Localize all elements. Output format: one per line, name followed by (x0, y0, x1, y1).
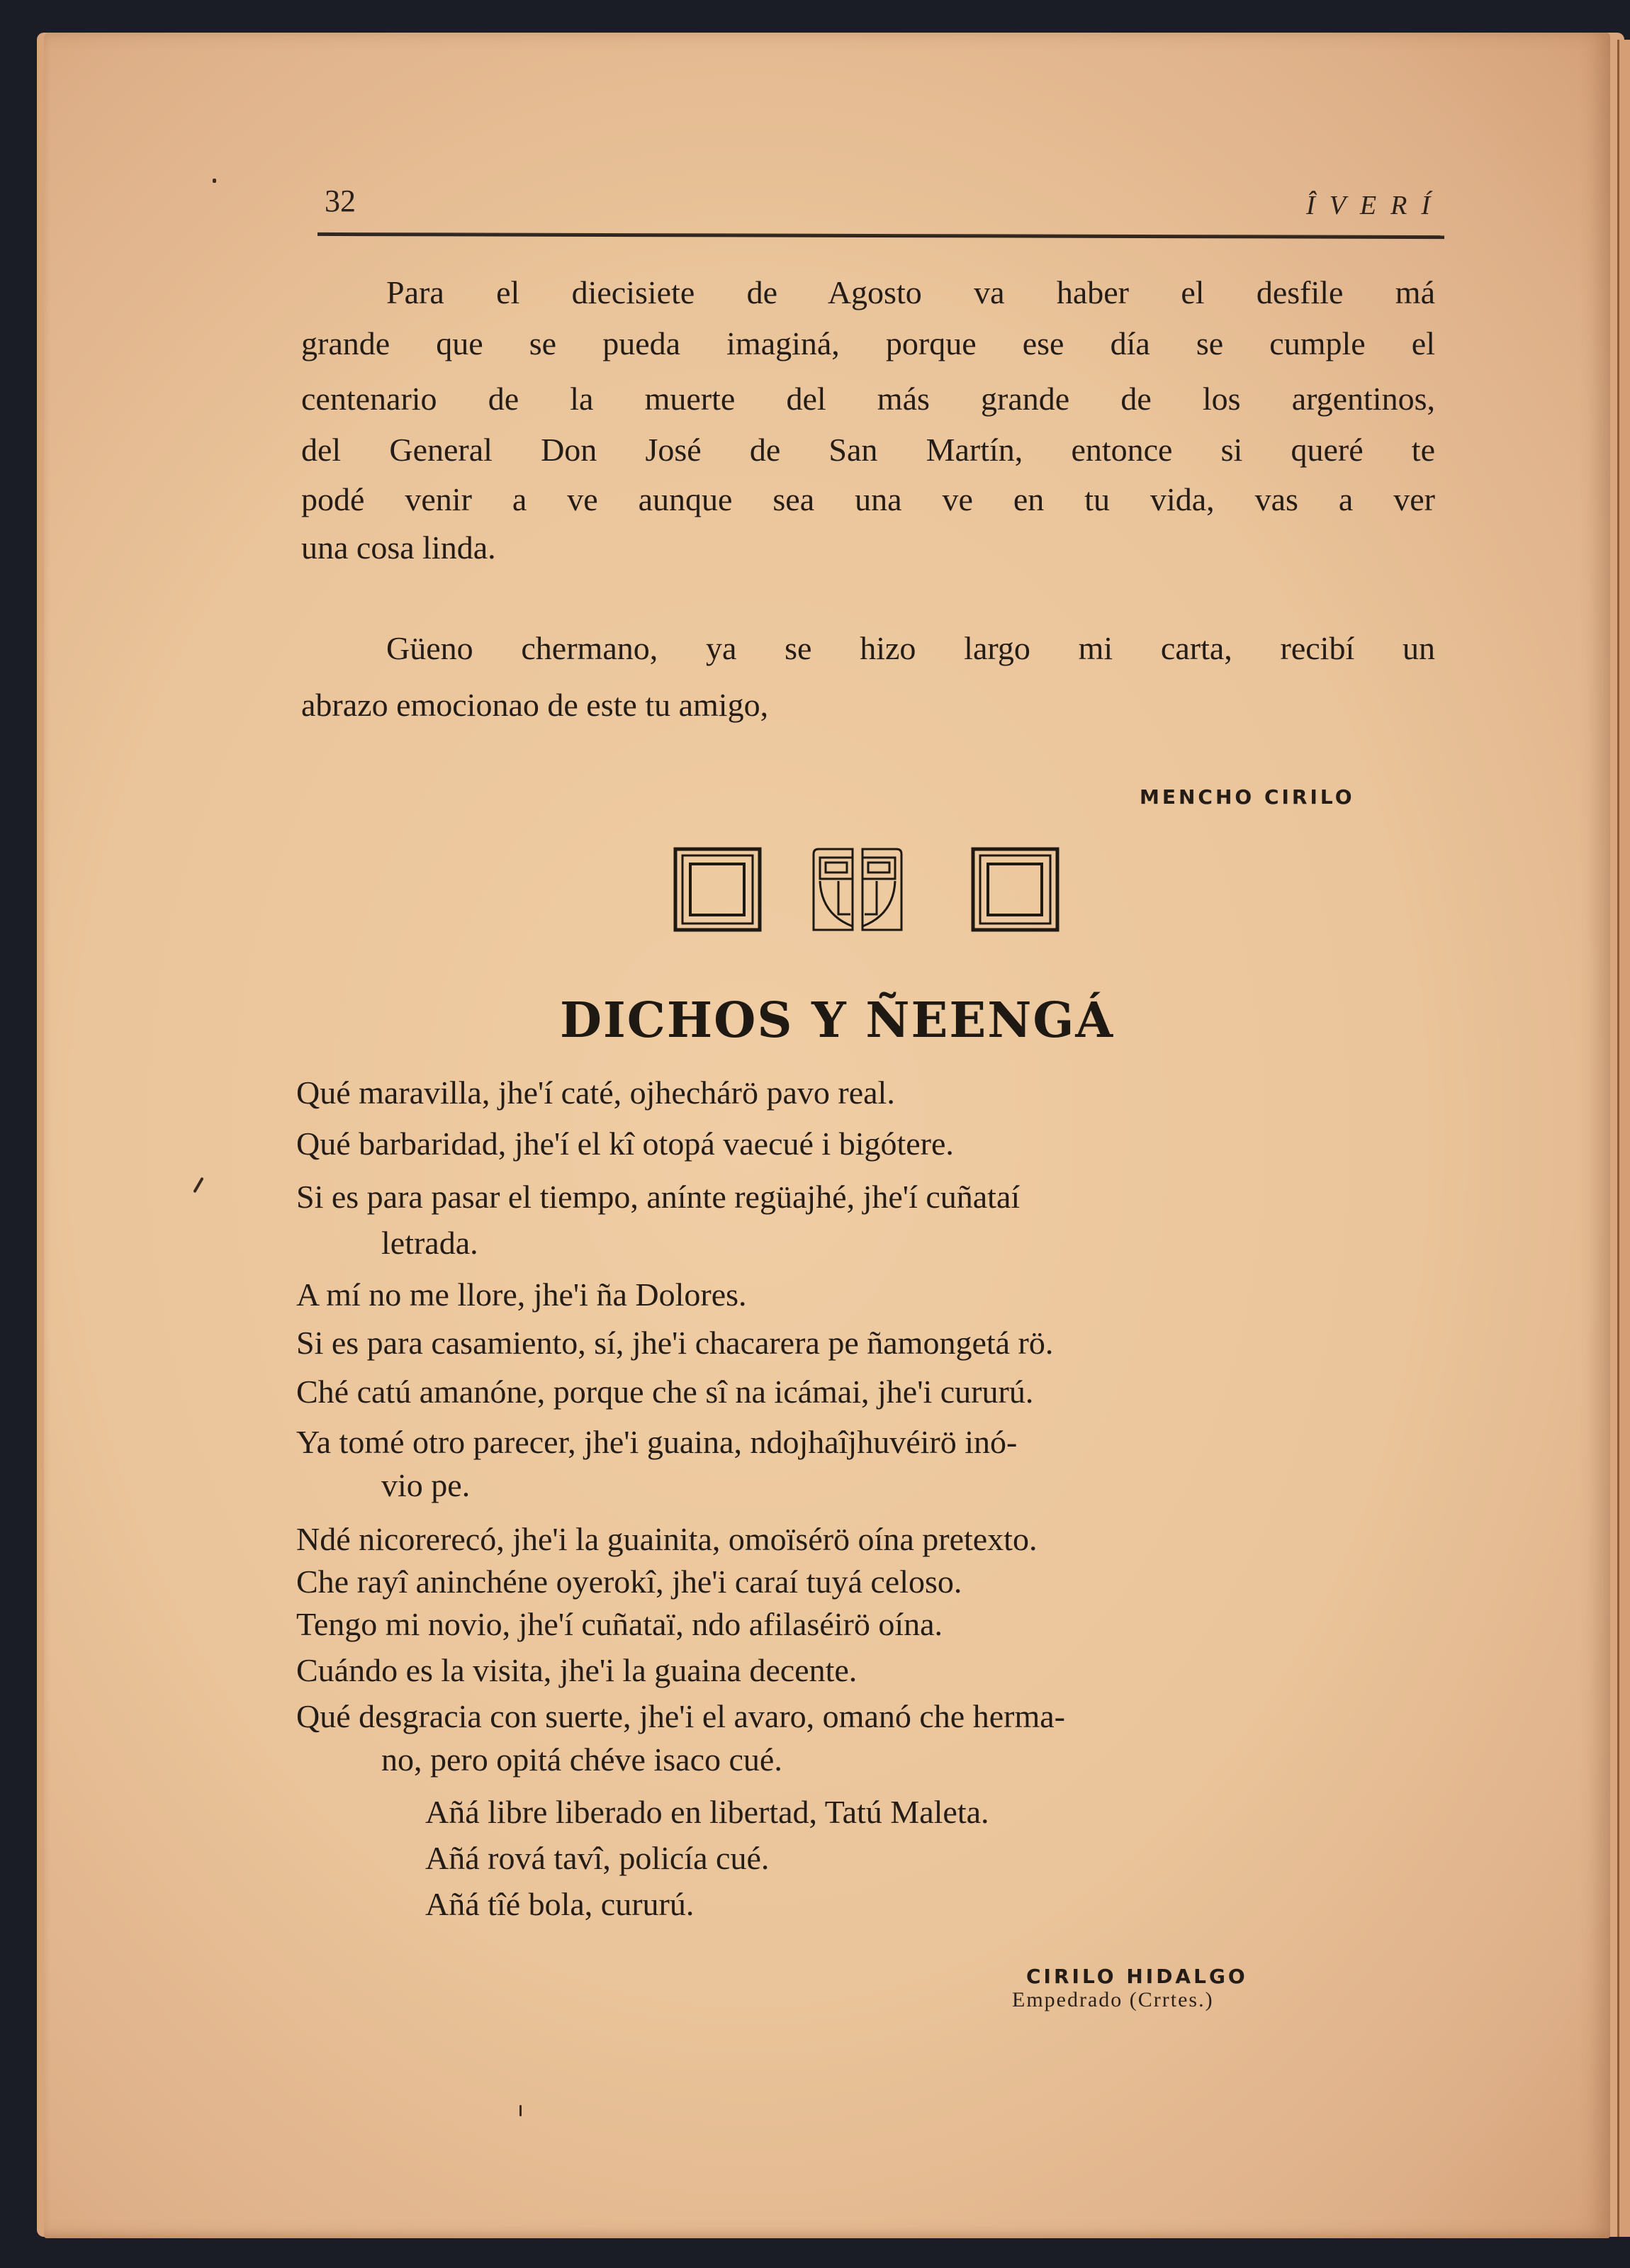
saying-item (296, 1605, 943, 1643)
saying-text: Che rayî aninchéne oyerokî, jhe'i caraí tuyá celoso. (296, 1564, 962, 1600)
saying-text: Ya tomé otro parecer, jhe'i guaina, ndojhaîjhuvéirö inó- (296, 1424, 1018, 1460)
author-location: Empedrado (Crrtes.) (1012, 1988, 1214, 2011)
text-line: centenario de la muerte del más grande de los argentinos, (301, 381, 1435, 417)
saying-text: A mí no me llore, jhe'i ña Dolores. (296, 1276, 747, 1313)
square-spiral-ornament-icon (971, 847, 1060, 932)
saying-item (296, 1125, 954, 1162)
saying-item (296, 1697, 1065, 1778)
saying-continuation: letrada. (381, 1225, 478, 1261)
running-title: ÎVERÍ (1306, 191, 1444, 220)
saying-continuation: vio pe. (381, 1467, 471, 1503)
ornament-row (673, 847, 1063, 939)
ink-speck (213, 179, 216, 183)
text-line: grande que se pueda imaginá, porque ese día se cumple el (301, 325, 1435, 361)
saying-continuation: no, pero opitá chéve isaco cué. (381, 1741, 782, 1778)
section-signature: CIRILO HIDALGO (1026, 1965, 1248, 1988)
saying-item (296, 1520, 1037, 1558)
saying-item (296, 1651, 857, 1689)
shield-meander-ornament-icon (811, 847, 904, 932)
saying-text: Si es para casamiento, sí, jhe'i chacarera pe ñamongetá rö. (296, 1325, 1054, 1361)
section-title: DICHOS Y ÑEENGÁ (560, 992, 1115, 1049)
saying-text: Qué desgracia con suerte, jhe'i el avaro, omanó che herma- (296, 1698, 1065, 1734)
saying-item (296, 1373, 1033, 1410)
text-line: una cosa linda. (301, 529, 496, 566)
letter-signature: MENCHO CIRILO (1140, 785, 1355, 809)
saying-text: Tengo mi novio, jhe'í cuñataï, ndo afilaséirö oína. (296, 1606, 943, 1642)
saying-text: Ndé nicorerecó, jhe'i la guainita, omoïsérö oína pretexto. (296, 1521, 1038, 1557)
saying-item (296, 1074, 895, 1111)
verse-line: Añá libre liberado en libertad, Tatú Maleta. (425, 1794, 989, 1830)
page-number: 32 (325, 184, 356, 218)
text-line: del General Don José de San Martín, entonce si queré te (301, 432, 1435, 468)
saying-text: Qué barbaridad, jhe'í el kî otopá vaecué i bigótere. (296, 1125, 954, 1162)
next-page-edge (1617, 40, 1630, 2237)
saying-item (296, 1178, 1020, 1262)
saying-item (296, 1563, 962, 1600)
verse-line: Añá tîé bola, cururú. (425, 1886, 695, 1922)
saying-text: Qué maravilla, jhe'í caté, ojhechárö pavo real. (296, 1074, 895, 1111)
ink-speck (519, 2105, 522, 2116)
text-line: abrazo emocionao de este tu amigo, (301, 687, 769, 723)
text-line: podé venir a ve aunque sea una ve en tu vida, vas a ver (301, 481, 1435, 517)
saying-text: Ché catú amanóne, porque che sî na icámai, jhe'i cururú. (296, 1374, 1034, 1410)
square-spiral-ornament-icon (673, 847, 762, 932)
text-line: Güeno chermano, ya se hizo largo mi carta, recibí un (386, 630, 1435, 666)
saying-text: Cuándo es la visita, jhe'i la guaina decente. (296, 1652, 858, 1688)
saying-item (296, 1324, 1053, 1362)
text-line: Para el diecisiete de Agosto va haber el desfile má (386, 274, 1435, 310)
saying-item (296, 1276, 747, 1313)
saying-item (296, 1423, 1017, 1504)
verse-line: Añá rová tavî, policía cué. (425, 1840, 770, 1876)
saying-text: Si es para pasar el tiempo, anínte regüajhé, jhe'í cuñataí (296, 1179, 1021, 1215)
